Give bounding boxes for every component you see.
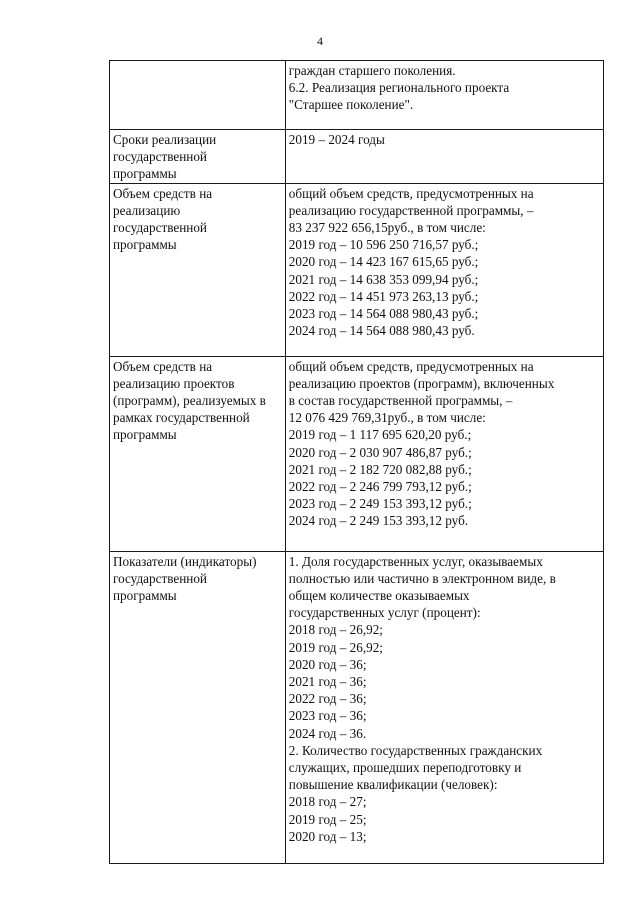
cell-text-line: 2024 год – 36. (288, 725, 367, 741)
value-cell (285, 551, 603, 863)
table-row-indicators (110, 551, 604, 863)
cell-text-line: 2. Количество государственных гражданских (288, 742, 543, 758)
cell-text-line: 2022 год – 14 451 973 263,13 руб.; (288, 288, 479, 304)
cell-text-line: 2019 год – 1 117 695 620,20 руб.; (288, 427, 472, 443)
table-row-intro (110, 61, 604, 130)
cell-text-line: 2023 год – 14 564 088 980,43 руб.; (288, 306, 479, 322)
cell-text-line: 2022 год – 2 246 799 793,12 руб.; (288, 479, 472, 495)
cell-text-line: Показатели (индикаторы) (113, 553, 257, 569)
cell-text-line: программы (113, 427, 177, 443)
cell-text-line: граждан старшего поколения. (288, 63, 456, 78)
value-cell (285, 130, 603, 184)
cell-text-line: реализацию государственной программы, – (288, 202, 534, 218)
label-cell (110, 356, 286, 551)
cell-text-line: 83 237 922 656,15руб., в том числе: (288, 220, 486, 236)
program-passport-table (109, 60, 604, 864)
cell-text-line: 2019 – 2024 годы (288, 132, 385, 147)
cell-text-line: повышение квалификации (человек): (288, 777, 498, 793)
value-cell (285, 356, 603, 551)
cell-text-line: "Старшее поколение". (288, 97, 414, 113)
cell-text-line: 2019 год – 25; (288, 811, 367, 827)
cell-text-line: Объем средств на (113, 185, 213, 201)
cell-text-line: программы (113, 588, 177, 604)
label-cell (110, 130, 286, 184)
cell-text-line: программы (113, 166, 177, 182)
cell-text-line: 2020 год – 36; (288, 656, 367, 672)
value-cell (285, 61, 603, 130)
cell-text-line: 1. Доля государственных услуг, оказываемых (288, 553, 543, 569)
cell-text-line: общем количестве оказываемых (288, 588, 470, 604)
cell-text-line: Объем средств на (113, 358, 213, 374)
page-number: 4 (317, 34, 323, 48)
cell-text-line: (программ), реализуемых в (113, 393, 266, 409)
cell-text-line: 2020 год – 2 030 907 486,87 руб.; (288, 444, 472, 460)
cell-text-line: 2021 год – 2 182 720 082,88 руб.; (288, 461, 472, 477)
cell-text-line: 2022 год – 36; (288, 691, 367, 707)
cell-text-line: программы (113, 237, 177, 253)
cell-text-line: 6.2. Реализация регионального проекта (288, 80, 510, 96)
cell-text-line: общий объем средств, предусмотренных на (288, 185, 534, 201)
cell-text-line: полностью или частично в электронном виде, в (288, 570, 556, 586)
cell-text-line: реализацию (113, 202, 181, 218)
label-cell (110, 61, 286, 130)
cell-text-line: 2018 год – 27; (288, 794, 367, 810)
cell-text-line: государственных услуг (процент): (288, 605, 481, 621)
cell-text-line: 2024 год – 2 249 153 393,12 руб. (288, 513, 469, 529)
cell-text-line: 2021 год – 36; (288, 674, 367, 690)
label-cell (110, 183, 286, 356)
cell-text-line: государственной (113, 570, 207, 586)
cell-text-line: Сроки реализации (113, 132, 217, 147)
cell-text-line: 2020 год – 13; (288, 828, 367, 844)
cell-text-line: государственной (113, 220, 207, 236)
cell-text-line: 2020 год – 14 423 167 615,65 руб.; (288, 254, 479, 270)
table-row-budget (110, 183, 604, 356)
cell-text-line: общий объем средств, предусмотренных на (288, 358, 534, 374)
cell-text-line: рамках государственной (113, 410, 250, 426)
cell-text-line: реализацию проектов (113, 375, 235, 391)
cell-text-line: 2019 год – 26,92; (288, 639, 383, 655)
value-cell (285, 183, 603, 356)
cell-text-line: 2021 год – 14 638 353 099,94 руб.; (288, 271, 479, 287)
table-row-term (110, 130, 604, 184)
label-cell (110, 551, 286, 863)
cell-text-line: 2019 год – 10 596 250 716,57 руб.; (288, 237, 479, 253)
cell-text-line: служащих, прошедших переподготовку и (288, 760, 522, 776)
cell-text-line: государственной (113, 149, 207, 165)
table-row-projects (110, 356, 604, 551)
cell-text-line: в состав государственной программы, – (288, 393, 513, 409)
cell-text-line: 2024 год – 14 564 088 980,43 руб. (288, 323, 475, 339)
cell-text-line: 2018 год – 26,92; (288, 622, 383, 638)
cell-text-line: реализацию проектов (программ), включенных (288, 375, 555, 391)
cell-text-line: 2023 год – 2 249 153 393,12 руб.; (288, 496, 472, 512)
cell-text-line: 12 076 429 769,31руб., в том числе: (288, 410, 486, 426)
cell-text-line: 2023 год – 36; (288, 708, 367, 724)
